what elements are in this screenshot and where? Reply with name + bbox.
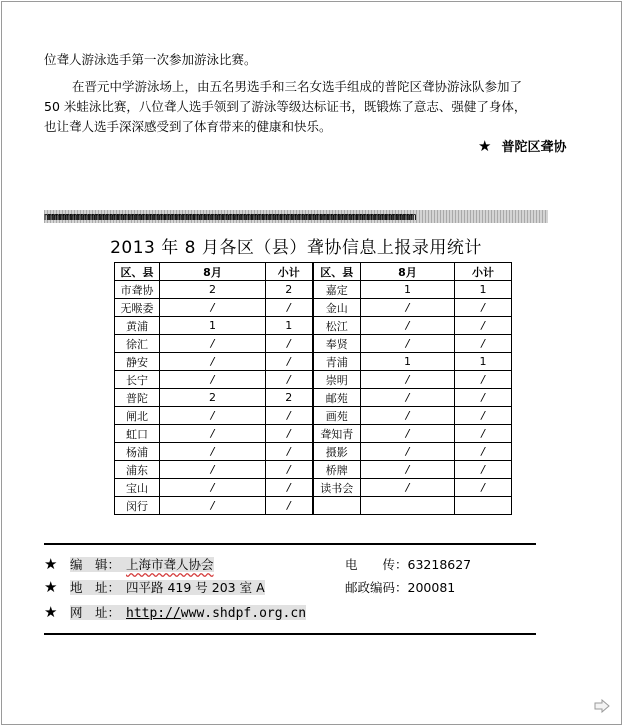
cell-district: 青浦: [313, 353, 361, 371]
website-label: 网 址：: [70, 605, 121, 620]
cell-subtotal: /: [455, 479, 512, 497]
header-subtotal: 小计: [455, 263, 512, 281]
divider-text: mmmmmmmmmmmmmmmmmmmmmmmmmmmmmmmmmmmmmmmmmmmmmmmmmmmmmmmmmmmmmmmmmmmmmmmmmmmmmmmmmmmmmmmmmmmmmmmmmmmmmm: [44, 210, 414, 223]
stats-table: [114, 262, 512, 515]
table-row: [115, 407, 512, 425]
footer-divider-top: [44, 543, 536, 545]
cell-district: 画苑: [313, 407, 361, 425]
cell-district: 浦东: [115, 461, 160, 479]
cell-district: 虹口: [115, 425, 160, 443]
header-district: 区、县: [313, 263, 361, 281]
cell-district: 松江: [313, 317, 361, 335]
cell-august: /: [361, 335, 455, 353]
cell-subtotal: /: [455, 317, 512, 335]
cell-august: /: [160, 425, 266, 443]
cell-august: [361, 497, 455, 515]
cell-subtotal: /: [266, 299, 313, 317]
next-arrow-icon[interactable]: [594, 699, 610, 713]
cell-august: /: [160, 497, 266, 515]
cell-subtotal: /: [266, 353, 313, 371]
cell-district: 长宁: [115, 371, 160, 389]
cell-district: 摄影: [313, 443, 361, 461]
cell-august: /: [361, 461, 455, 479]
cell-district: 闸北: [115, 407, 160, 425]
table-header-row: [115, 263, 512, 281]
table-row: [115, 461, 512, 479]
cell-august: /: [361, 443, 455, 461]
header-august: 8月: [361, 263, 455, 281]
cell-august: /: [160, 479, 266, 497]
cell-district: 黄浦: [115, 317, 160, 335]
editor-value: 上海市聋人协会: [126, 557, 214, 572]
signature-text: 普陀区聋协: [501, 140, 567, 155]
address-label: 地 址：: [70, 580, 121, 595]
star-icon: ★: [44, 555, 58, 573]
article-line: 位聋人游泳选手第一次参加游泳比赛。: [44, 52, 257, 67]
cell-district: 杨浦: [115, 443, 160, 461]
cell-august: 1: [361, 353, 455, 371]
article-signature: [478, 136, 566, 155]
table-row: [115, 479, 512, 497]
cell-subtotal: [455, 497, 512, 515]
footer-editor-row: [44, 555, 214, 573]
cell-august: /: [160, 299, 266, 317]
cell-subtotal: 2: [266, 389, 313, 407]
cell-subtotal: /: [455, 389, 512, 407]
table-row: [115, 353, 512, 371]
table-row: [115, 281, 512, 299]
cell-subtotal: /: [455, 299, 512, 317]
header-district: 区、县: [115, 263, 160, 281]
table-row: [115, 335, 512, 353]
cell-august: /: [160, 335, 266, 353]
cell-district: 静安: [115, 353, 160, 371]
cell-august: /: [361, 479, 455, 497]
cell-district: 金山: [313, 299, 361, 317]
cell-district: 市聋协: [115, 281, 160, 299]
cell-district: 宝山: [115, 479, 160, 497]
cell-august: /: [160, 407, 266, 425]
header-august: 8月: [160, 263, 266, 281]
table-row: [115, 299, 512, 317]
cell-august: 1: [361, 281, 455, 299]
cell-district: 崇明: [313, 371, 361, 389]
footer-website-row: [44, 603, 306, 621]
phone-label: 电 传：: [345, 557, 408, 572]
phone-value: 63218627: [407, 557, 472, 572]
article-line: 50 米蛙泳比赛，八位聋人选手领到了游泳等级达标证书，既锻炼了意志、强健了身体，: [44, 99, 527, 114]
footer-address-row: [44, 578, 265, 596]
website-domain[interactable]: www.shdpf.org.cn: [180, 606, 307, 621]
cell-subtotal: /: [266, 497, 313, 515]
cell-district: 聋知青: [313, 425, 361, 443]
table-row: [115, 317, 512, 335]
website-link[interactable]: [126, 606, 306, 621]
cell-august: /: [361, 371, 455, 389]
cell-august: 1: [160, 317, 266, 335]
cell-subtotal: /: [455, 443, 512, 461]
cell-august: /: [361, 299, 455, 317]
cell-subtotal: /: [455, 461, 512, 479]
cell-district: 读书会: [313, 479, 361, 497]
cell-august: 2: [160, 389, 266, 407]
cell-subtotal: /: [266, 425, 313, 443]
cell-august: /: [361, 389, 455, 407]
cell-district: [313, 497, 361, 515]
cell-august: /: [361, 407, 455, 425]
cell-august: /: [361, 425, 455, 443]
cell-district: 闵行: [115, 497, 160, 515]
star-icon: ★: [44, 578, 58, 596]
header-subtotal: 小计: [266, 263, 313, 281]
table-row: [115, 497, 512, 515]
cell-subtotal: /: [266, 335, 313, 353]
address-value: 四平路 419 号 203 室 A: [126, 580, 265, 595]
cell-district: 桥牌: [313, 461, 361, 479]
cell-subtotal: /: [266, 407, 313, 425]
cell-subtotal: 1: [266, 317, 313, 335]
table-row: [115, 371, 512, 389]
cell-subtotal: /: [455, 407, 512, 425]
cell-subtotal: /: [266, 443, 313, 461]
table-row: [115, 443, 512, 461]
cell-august: /: [160, 353, 266, 371]
cell-district: 徐汇: [115, 335, 160, 353]
article-line: 也让聋人选手深深感受到了体育带来的健康和快乐。: [44, 119, 332, 134]
editor-label: 编 辑：: [70, 557, 121, 572]
website-http[interactable]: http://: [126, 606, 181, 621]
decorative-divider: [44, 210, 548, 223]
cell-august: /: [160, 443, 266, 461]
cell-august: 2: [160, 281, 266, 299]
cell-august: /: [361, 317, 455, 335]
cell-district: 奉贤: [313, 335, 361, 353]
cell-subtotal: /: [266, 371, 313, 389]
cell-district: 嘉定: [313, 281, 361, 299]
cell-subtotal: /: [455, 335, 512, 353]
cell-subtotal: 1: [455, 281, 512, 299]
cell-august: /: [160, 371, 266, 389]
article-line: 在晋元中学游泳场上，由五名男选手和三名女选手组成的普陀区聋协游泳队参加了: [72, 79, 523, 94]
cell-august: /: [160, 461, 266, 479]
postal-value: 200081: [407, 580, 456, 595]
cell-subtotal: 2: [266, 281, 313, 299]
cell-subtotal: /: [266, 461, 313, 479]
table-title: 2013 年 8 月各区（县）聋协信息上报录用统计: [110, 238, 482, 258]
footer-postal: [345, 578, 455, 596]
cell-district: 无喉委: [115, 299, 160, 317]
cell-subtotal: /: [455, 371, 512, 389]
cell-district: 普陀: [115, 389, 160, 407]
cell-subtotal: /: [266, 479, 313, 497]
postal-label: 邮政编码：: [345, 580, 408, 595]
table-row: [115, 389, 512, 407]
star-icon: ★: [478, 137, 492, 155]
cell-district: 邮苑: [313, 389, 361, 407]
cell-subtotal: /: [455, 425, 512, 443]
footer-divider-bottom: [44, 633, 536, 635]
table-row: [115, 425, 512, 443]
cell-subtotal: 1: [455, 353, 512, 371]
star-icon: ★: [44, 603, 58, 621]
footer-phone: [345, 555, 471, 573]
